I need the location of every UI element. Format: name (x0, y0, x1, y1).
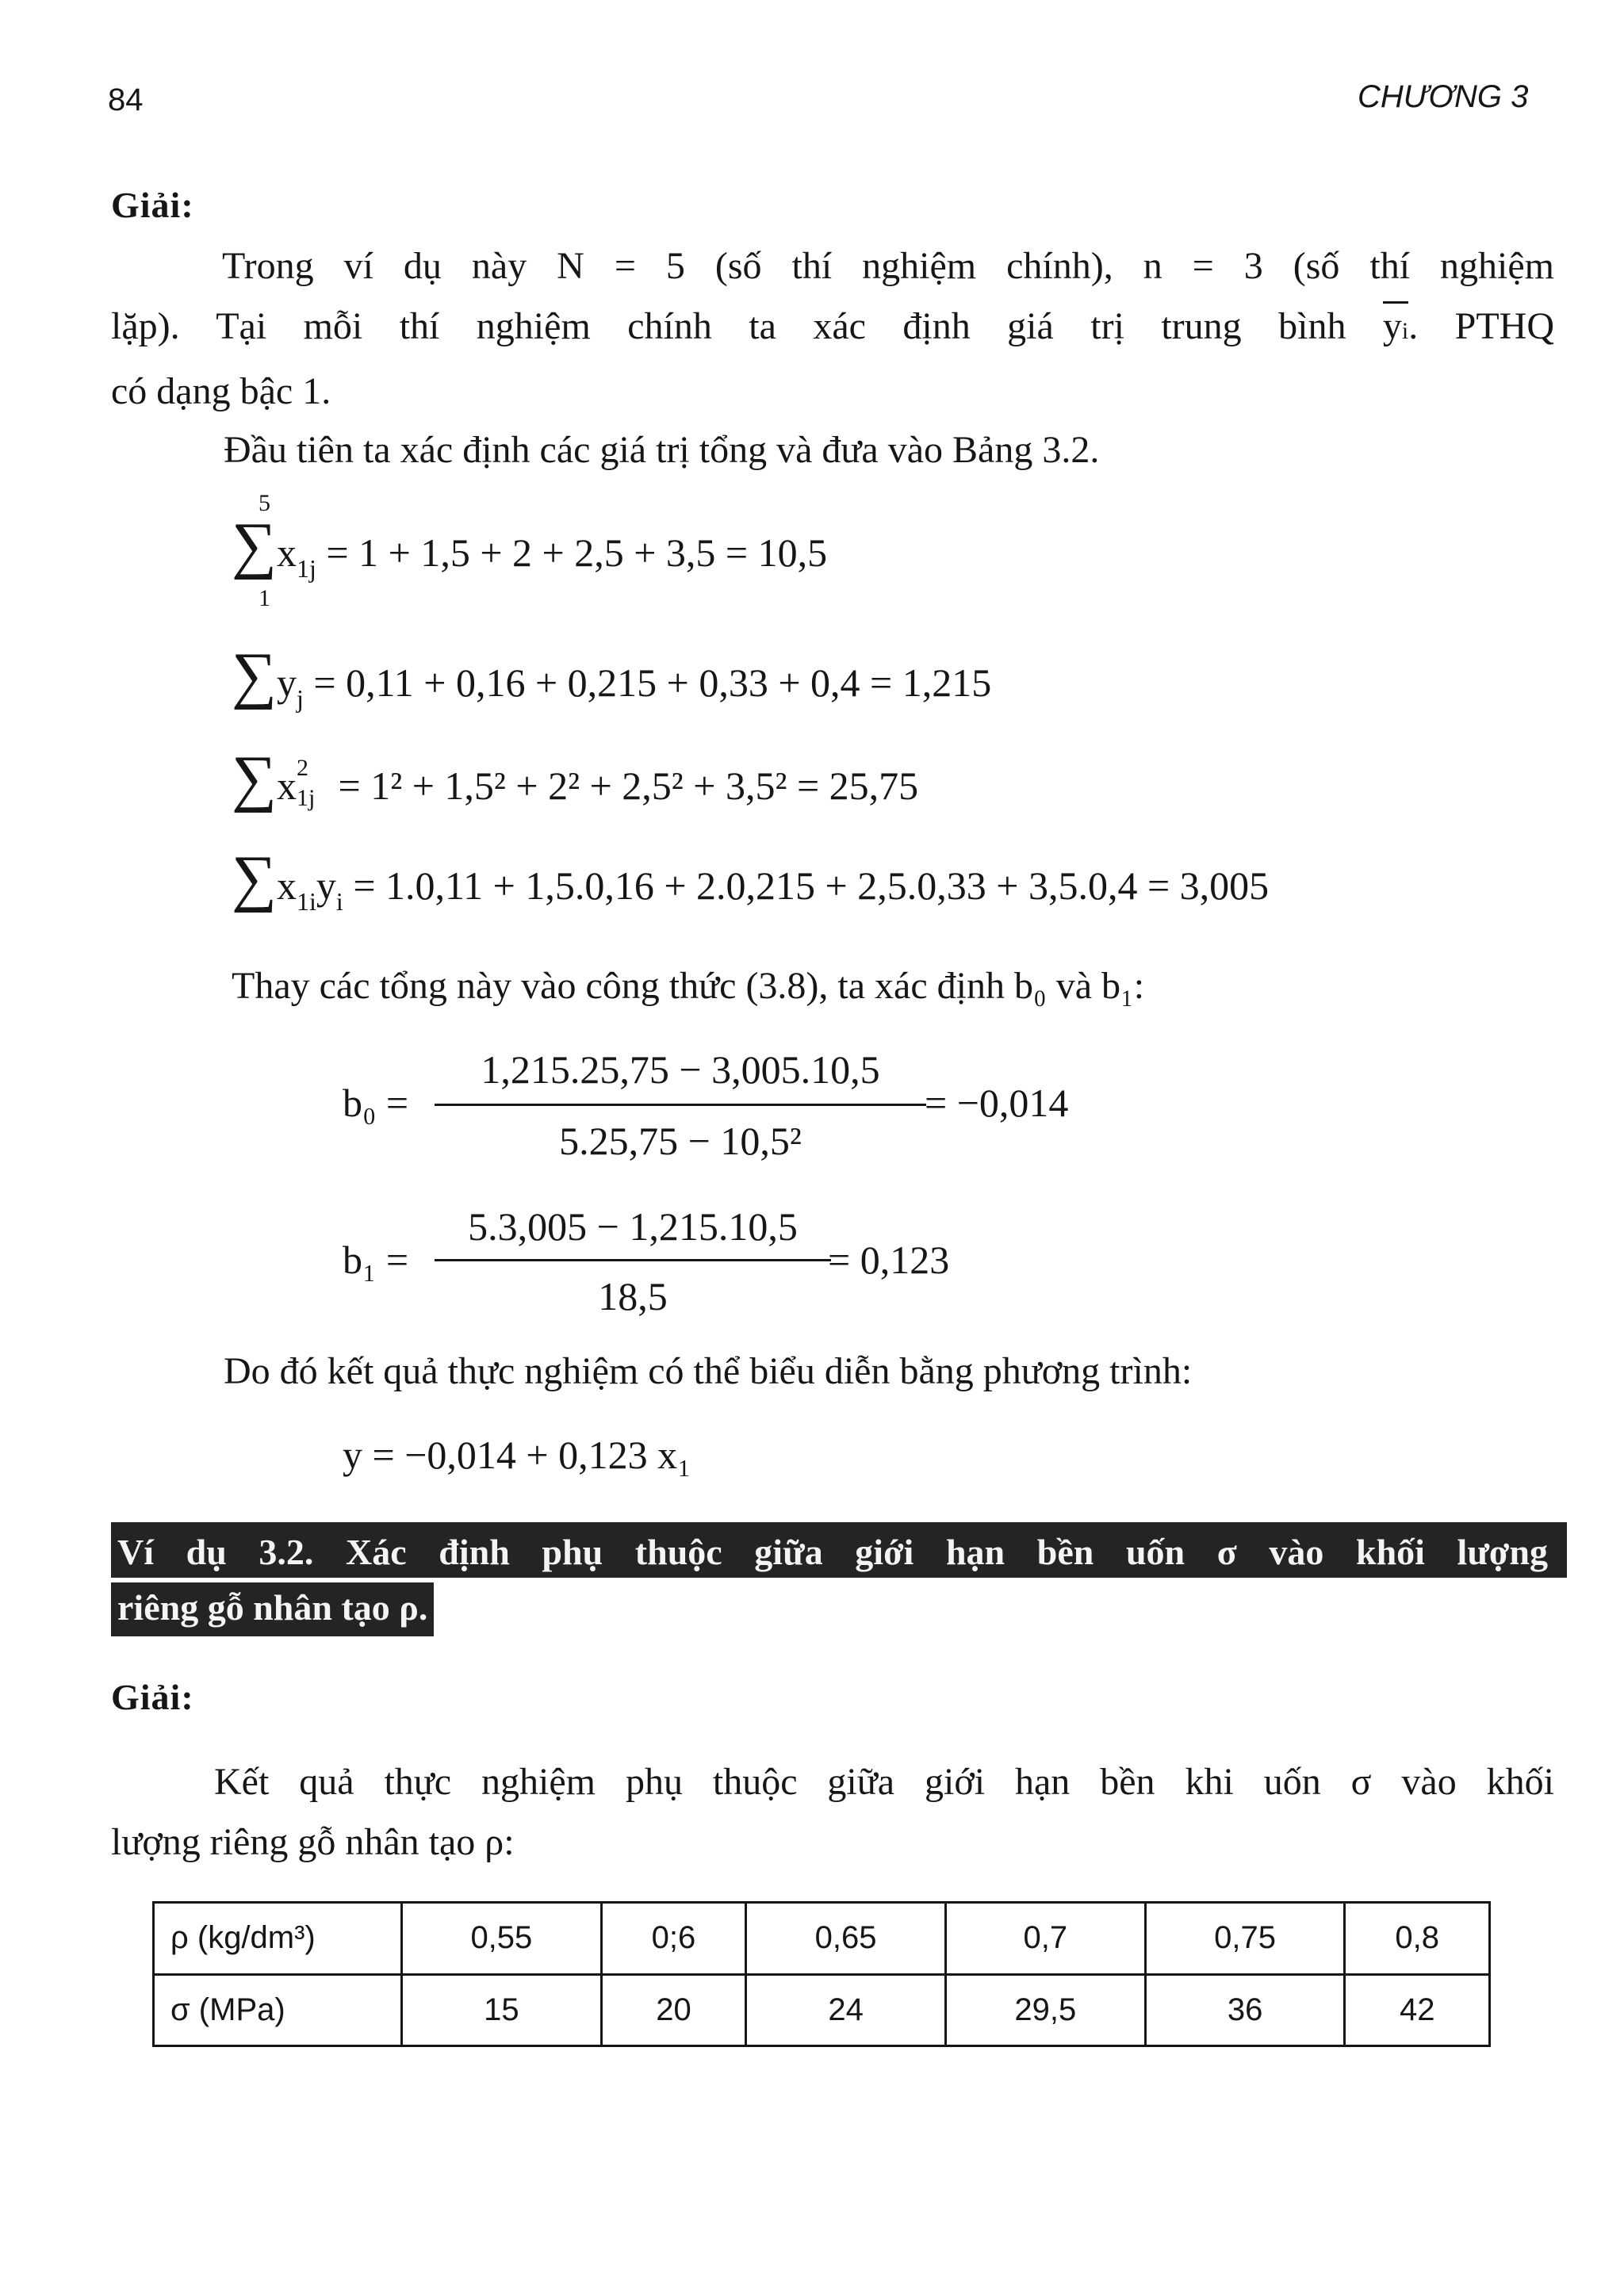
sum2-variable: y (277, 660, 297, 705)
b1-denominator: 18,5 (598, 1274, 668, 1318)
b1-fraction-bar (435, 1259, 831, 1261)
data-table (152, 1901, 1491, 2047)
paragraph-2: Đầu tiên ta xác định các giá trị tổng và đưa vào Bảng 3.2. (224, 429, 1100, 471)
table-cell: 36 (1145, 1974, 1345, 2046)
sum4-equation (232, 844, 1270, 916)
table-row-header: ρ (kg/dm³) (154, 1903, 402, 1975)
sum1-lower-limit: 1 (259, 585, 270, 611)
solution-2-heading: Giải: (111, 1677, 194, 1717)
paragraph-4: Do đó kết quả thực nghiệm có thể biểu diễn bằng phương trình: (224, 1350, 1193, 1392)
paragraph-1-line-1: Trong ví dụ này N = 5 (số thí nghiệm chính), n = 3 (số thí nghiệm (222, 245, 1554, 287)
paragraph-3: Thay các tổng này vào công thức (3.8), ta xác định b₀ và b₁: (232, 965, 1145, 1007)
table-row-density (154, 1903, 1490, 1975)
sum3-subscript: 1j (297, 785, 316, 811)
sum3-rhs: = 1² + 1,5² + 2² + 2,5² + 3,5² = 25,75 (338, 763, 919, 808)
page-number: 84 (108, 82, 144, 117)
solution-heading: Giải: (111, 185, 194, 225)
table-cell: 29,5 (945, 1974, 1145, 2046)
table-row-header: σ (MPa) (154, 1974, 402, 2046)
sigma-symbol: ∑ (232, 641, 278, 710)
sum1-equation (232, 511, 828, 583)
paragraph-1 (111, 236, 1554, 422)
table-cell: 0,8 (1345, 1903, 1490, 1975)
paragraph-1-line-2 (111, 297, 1554, 362)
sum3-superscript: 2 (297, 755, 309, 781)
paragraph-5-line-2: lượng riêng gỗ nhân tạo ρ: (111, 1821, 515, 1863)
y-bar-letter: y (1382, 305, 1402, 347)
sum4-rhs: = 1.0,11 + 1,5.0,16 + 2.0,215 + 2,5.0,33 + 3,5.0,4 = 3,005 (353, 863, 1270, 908)
b1-result: = 0,123 (828, 1238, 950, 1282)
sum3-variable: x (277, 763, 297, 808)
sum4-subscript-x: 1i (297, 887, 316, 916)
sigma-symbol: ∑ (232, 511, 278, 580)
b0-numerator: 1,215.25,75 − 3,005.10,5 (481, 1047, 880, 1092)
sum1-upper-limit: 5 (259, 490, 270, 516)
b1-lhs: b₁ = (343, 1238, 409, 1282)
sum1-rhs: = 1 + 1,5 + 2 + 2,5 + 3,5 = 10,5 (326, 530, 828, 575)
sum3-equation (232, 744, 919, 813)
table-cell: 42 (1345, 1974, 1490, 2046)
sigma-symbol: ∑ (232, 844, 278, 913)
table-row-strength (154, 1974, 1490, 2046)
b0-result: = −0,014 (925, 1081, 1069, 1125)
b0-lhs: b₀ = (343, 1081, 409, 1125)
sum2-rhs: = 0,11 + 0,16 + 0,215 + 0,33 + 0,4 = 1,215 (313, 660, 992, 705)
sum4-subscript-y: i (335, 887, 343, 916)
example-title-line-2: riêng gỗ nhân tạo ρ. (111, 1582, 434, 1636)
table-cell: 0,65 (746, 1903, 946, 1975)
b0-denominator: 5.25,75 − 10,5² (559, 1119, 802, 1163)
example-title-text-1: Ví dụ 3.2. Xác định phụ thuộc giữa giới hạn bền uốn σ vào khối lượng (117, 1532, 1548, 1572)
example-title-line-1 (111, 1522, 1567, 1578)
b1-numerator: 5.3,005 − 1,215.10,5 (468, 1204, 798, 1249)
sum3-indices (297, 755, 328, 811)
sigma-symbol: ∑ (232, 744, 278, 813)
sum1-subscript: 1j (297, 554, 316, 583)
table-cell: 0,75 (1145, 1903, 1345, 1975)
sum2-equation (232, 641, 992, 713)
paragraph-1-line-2-end: . PTHQ (1408, 305, 1555, 347)
table-cell: 0,7 (945, 1903, 1145, 1975)
table-cell: 15 (402, 1974, 602, 2046)
paragraph-5 (111, 1752, 1554, 1873)
final-equation: y = −0,014 + 0,123 x₁ (343, 1433, 691, 1477)
paragraph-5-line-1: Kết quả thực nghiệm phụ thuộc giữa giới hạn bền khi uốn σ vào khối (214, 1761, 1554, 1803)
table-cell: 24 (746, 1974, 946, 2046)
paragraph-1-line-2-text: lặp). Tại mỗi thí nghiệm chính ta xác định giá trị trung bình (111, 305, 1346, 347)
sum2-subscript: j (297, 684, 304, 713)
paragraph-1-line-3: có dạng bậc 1. (111, 370, 331, 412)
chapter-title: CHƯƠNG 3 (1358, 79, 1529, 114)
table-cell: 20 (601, 1974, 745, 2046)
table-cell: 0;6 (601, 1903, 745, 1975)
y-bar-symbol (1383, 301, 1408, 347)
sum1-variable: x (277, 530, 297, 575)
b0-fraction-bar (435, 1104, 926, 1106)
table-cell: 0,55 (402, 1903, 602, 1975)
sum4-variable-x: x (277, 863, 297, 908)
y-bar-subscript: i (1401, 318, 1409, 344)
sum4-variable-y: y (316, 863, 336, 908)
